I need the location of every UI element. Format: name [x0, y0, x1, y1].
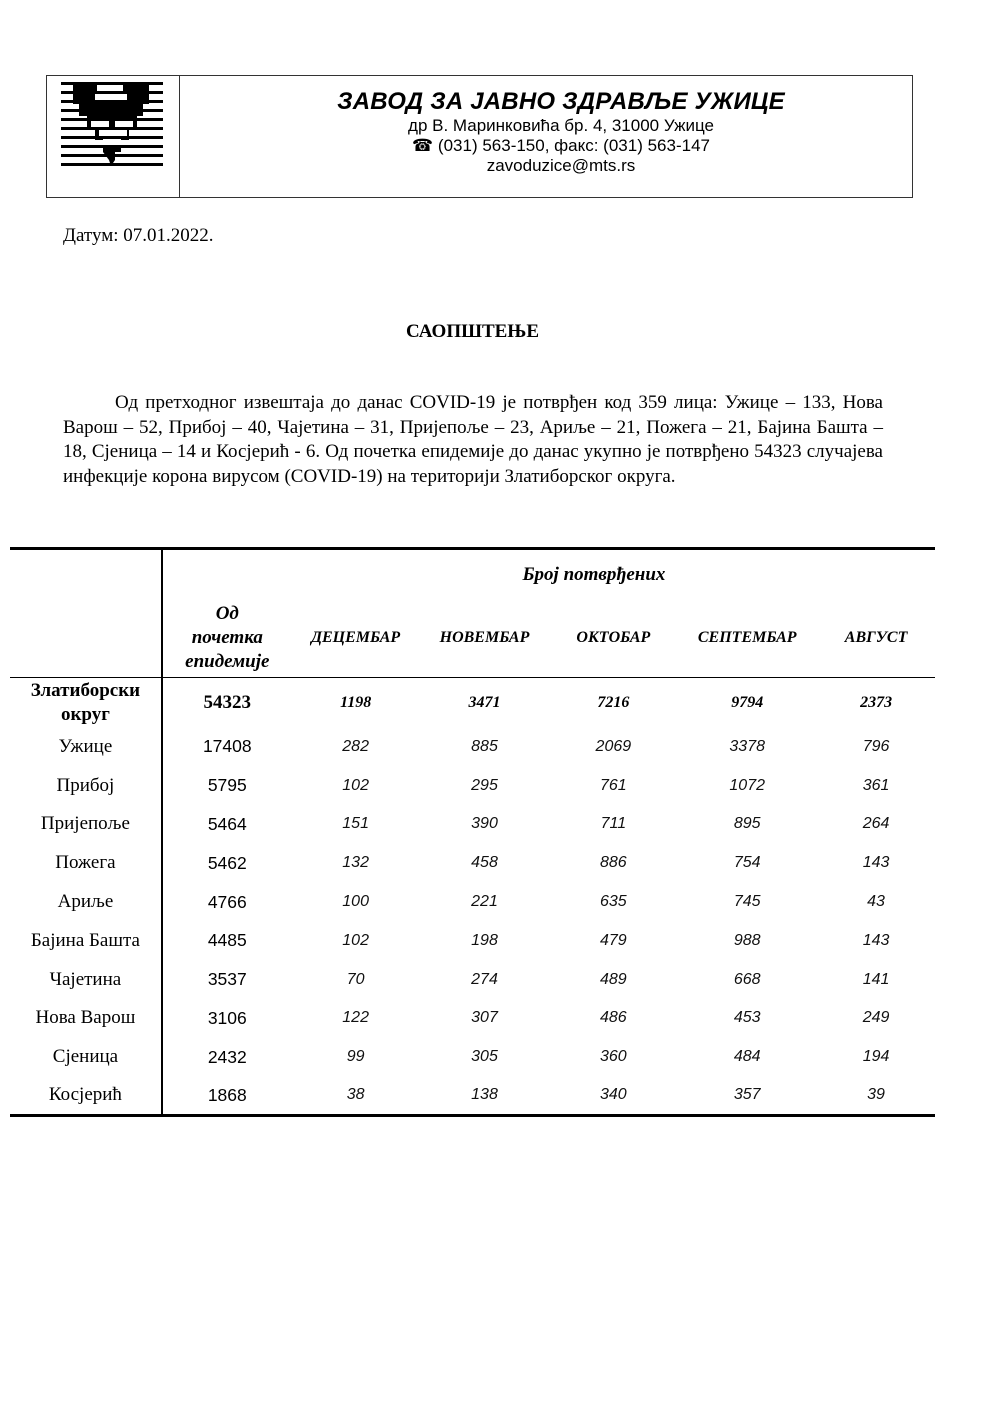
cell-december: 70 [346, 970, 365, 988]
cell-november: 198 [471, 931, 498, 949]
row-name: Пожега [10, 844, 162, 883]
header-line: епидемије [185, 650, 270, 672]
phone-fax-numbers: (031) 563-150, факс: (031) 563-147 [437, 136, 710, 155]
institute-logo-icon [59, 80, 165, 172]
cell-november: 221 [471, 893, 498, 911]
table-row [10, 1038, 935, 1077]
table-row-district-total [10, 678, 935, 728]
cell-september: 453 [733, 1009, 761, 1027]
cell-december: 1198 [340, 693, 372, 711]
cell-december: 38 [292, 1077, 420, 1116]
cell-since-start: 3537 [207, 969, 247, 990]
cell-since-start: 4485 [207, 930, 247, 951]
cell-september: 357 [677, 1077, 817, 1116]
cell-september: 484 [733, 1048, 761, 1066]
cell-since-start: 3106 [207, 1007, 247, 1028]
cell-august: 264 [862, 815, 890, 833]
cell-september: 754 [733, 854, 761, 872]
cell-december: 151 [342, 815, 369, 833]
cell-december: 102 [342, 776, 369, 794]
table-row [10, 766, 935, 805]
table-row [10, 960, 935, 999]
row-name-line: Златиборски [30, 679, 141, 701]
cell-september: 988 [733, 931, 761, 949]
cell-september: 9794 [731, 693, 764, 711]
cell-november: 274 [471, 970, 498, 988]
cell-september: 668 [733, 970, 761, 988]
cell-august: 143 [862, 931, 890, 949]
cell-august: 141 [862, 970, 890, 988]
cell-november: 3471 [468, 693, 501, 711]
cell-september: 895 [733, 815, 761, 833]
cell-october: 479 [600, 931, 627, 949]
column-header-september: СЕПТЕМБАР [677, 601, 817, 678]
row-name: Ариље [10, 883, 162, 922]
cell-october: 489 [600, 970, 627, 988]
cell-august: 143 [862, 854, 890, 872]
cell-october: 360 [600, 1048, 627, 1066]
cell-august: 194 [862, 1048, 890, 1066]
organization-address: др В. Маринковића бр. 4, 31000 Ужице [408, 116, 714, 135]
cell-november: 138 [420, 1077, 550, 1116]
cell-november: 390 [471, 815, 498, 833]
letterhead-info [195, 76, 927, 197]
organization-name: ЗАВОД ЗА ЈАВНО ЗДРАВЉЕ УЖИЦЕ [337, 88, 785, 115]
cell-november: 458 [471, 854, 498, 872]
cell-december: 100 [342, 893, 369, 911]
cell-november: 305 [471, 1048, 498, 1066]
cell-august: 2373 [860, 693, 893, 711]
group-header-confirmed: Број потврђених [162, 549, 935, 601]
cell-december: 99 [346, 1048, 365, 1066]
cell-august: 796 [862, 737, 890, 755]
table-row [10, 728, 935, 767]
row-name: Пријепоље [10, 805, 162, 844]
table-row [10, 1077, 935, 1116]
cell-since-start: 54323 [203, 691, 252, 713]
cell-september: 1072 [729, 776, 765, 794]
cell-october: 340 [549, 1077, 677, 1116]
cell-october: 2069 [595, 737, 632, 755]
cell-august: 361 [862, 776, 890, 794]
confirmed-cases-table [10, 547, 935, 1117]
cell-october: 7216 [597, 693, 630, 711]
column-header-december: ДЕЦЕМБАР [292, 601, 420, 678]
row-name: Прибој [10, 766, 162, 805]
logo-cell [47, 76, 180, 197]
column-header-november: НОВЕМБАР [420, 601, 550, 678]
cell-october: 635 [600, 893, 627, 911]
column-header-october: ОКТОБАР [549, 601, 677, 678]
telephone-icon: ☎ [412, 136, 434, 155]
row-name: Сјеница [10, 1038, 162, 1077]
cell-december: 122 [342, 1009, 369, 1027]
cell-december: 282 [342, 737, 369, 755]
cell-october: 486 [600, 1009, 627, 1027]
cell-since-start: 1868 [162, 1077, 292, 1116]
cell-september: 3378 [729, 737, 765, 755]
table-row [10, 844, 935, 883]
row-name: Ужице [10, 728, 162, 767]
letterhead [46, 75, 913, 198]
cell-since-start: 4766 [207, 891, 247, 912]
row-name: Чајетина [10, 960, 162, 999]
column-header-since-start [162, 601, 292, 678]
header-line: Од [215, 602, 239, 624]
cell-since-start: 5462 [207, 852, 247, 873]
cell-november: 885 [471, 737, 498, 755]
empty-corner-cell [10, 549, 162, 678]
cell-november: 295 [471, 776, 498, 794]
table-row [10, 883, 935, 922]
cell-since-start: 5795 [207, 775, 247, 796]
cell-august: 249 [862, 1009, 890, 1027]
table-row [10, 999, 935, 1038]
row-name [10, 678, 162, 728]
cell-august: 43 [867, 893, 885, 911]
cell-december: 102 [342, 931, 369, 949]
document-date: Датум: 07.01.2022. [63, 225, 214, 246]
cell-october: 886 [600, 854, 627, 872]
cell-november: 307 [471, 1009, 498, 1027]
table-group-header-row [10, 549, 935, 601]
cell-october: 761 [600, 776, 627, 794]
cell-september: 745 [733, 893, 761, 911]
cell-since-start: 5464 [207, 813, 247, 834]
row-name: Косјерић [10, 1077, 162, 1116]
cell-since-start: 2432 [207, 1046, 247, 1067]
table-row [10, 805, 935, 844]
column-header-august: АВГУСТ [817, 601, 935, 678]
header-line: почетка [191, 626, 263, 648]
organization-contact [195, 136, 927, 156]
cell-august: 39 [817, 1077, 935, 1116]
row-name: Бајина Башта [10, 921, 162, 960]
row-name: Нова Варош [10, 999, 162, 1038]
cell-october: 711 [600, 815, 627, 833]
cell-since-start: 17408 [202, 736, 252, 757]
cell-december: 132 [342, 854, 369, 872]
announcement-paragraph: Од претходног извештаја до данас COVID-19 је потврђен код 359 лица: Ужице – 133, Нова Варош – 52, Прибој – 40, Чајетина – 31, Пријепоље – 23, Ариље – 21, Пожега – 21, Бајина Башта – 18, Сјеница – 14 и Косјерић - 6. Од почетка епидемије до данас укупно је потврђено 54323 случајева инфекције корона вирусом (COVID-19) на територији Златиборског округа. [63, 392, 883, 487]
document-title: САОПШТЕЊЕ [405, 321, 540, 342]
table-row [10, 921, 935, 960]
organization-email: zavoduzice@mts.rs [486, 156, 636, 175]
row-name-line: округ [60, 703, 110, 725]
